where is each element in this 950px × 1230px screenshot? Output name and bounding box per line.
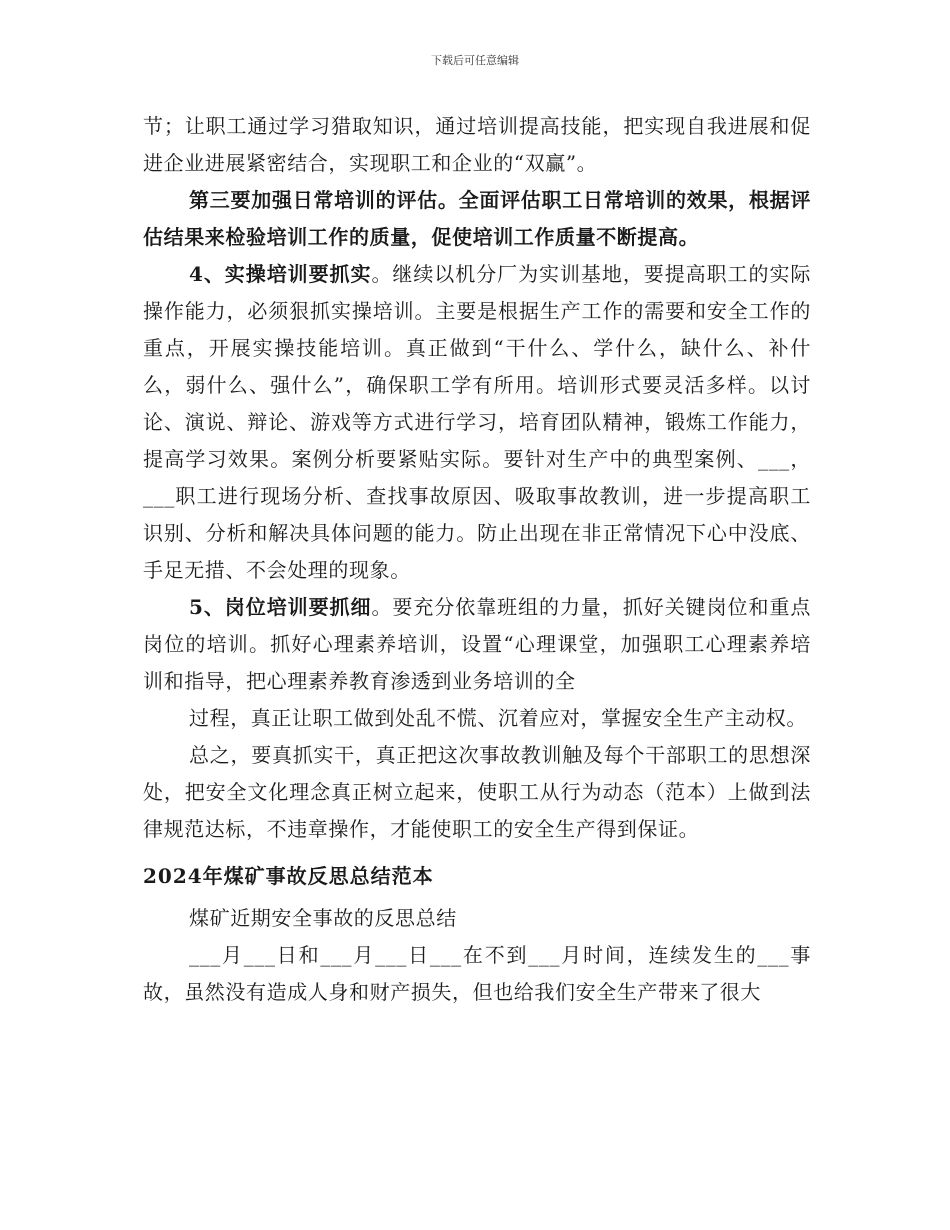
paragraph-text: 。要充分依靠班组的力量，抓好关键岗位和重点岗位的培训。抓好心理素养培训，设置“心理课堂，加强职工心理素养培训和指导，把心理素养教育渗透到业务培训的全 bbox=[143, 595, 811, 693]
paragraph-bold: 第三要加强日常培训的评估。全面评估职工日常培训的效果，根据评估结果来检验培训工作的质量，促使培训工作质量不断提高。 bbox=[143, 188, 811, 249]
section-heading: 5、岗位培训要抓细 bbox=[189, 595, 372, 619]
paragraph: 节；让职工通过学习猎取知识，通过培训提高技能，把实现自我进展和促进企业进展紧密结合，实现职工和企业的“双赢”。 bbox=[143, 114, 811, 175]
paragraph bbox=[143, 256, 811, 589]
paragraph-text: 。继续以机分厂为实训基地，要提高职工的实际操作能力，必须狠抓实操培训。主要是根据生产工作的需要和安全工作的重点，开展实操技能培训。真正做到“干什么、学什么，缺什么、补什么，弱什么、强什么”，确保职工学有所用。培训形式要灵活多样。以讨论、演说、辩论、游戏等方式进行学习，培育团队精神，锻炼工作能力，提高学习效果。案例分析要紧贴实际。要针对生产中的典型案例、___，___职工进行现场分析、查找事故原因、吸取事故教训，进一步提高职工识别、分析和解决具体问题的能力。防止出现在非正常情况下心中没底、手足无措、不会处理的现象。 bbox=[143, 262, 811, 582]
document-body bbox=[143, 108, 811, 1011]
paragraph: ___月___日和___月___日___在不到___月时间，连续发生的___事故，虽然没有造成人身和财产损失，但也给我们安全生产带来了很大 bbox=[143, 943, 811, 1004]
paragraph: 总之，要真抓实干，真正把这次事故教训触及每个干部职工的思想深处，把安全文化理念真正树立起来，使职工从行为动态（范本）上做到法律规范达标，不违章操作，才能使职工的安全生产得到保证。 bbox=[143, 743, 811, 841]
page-header: 下载后可任意编辑 bbox=[431, 54, 519, 67]
paragraph: 过程，真正让职工做到处乱不慌、沉着应对，掌握安全生产主动权。 bbox=[189, 706, 807, 730]
paragraph bbox=[143, 589, 811, 700]
paragraph: 煤矿近期安全事故的反思总结 bbox=[189, 906, 457, 930]
section-title: 2024年煤矿事故反思总结范本 bbox=[143, 864, 434, 888]
section-heading: 4、实操培训要抓实 bbox=[189, 262, 372, 286]
